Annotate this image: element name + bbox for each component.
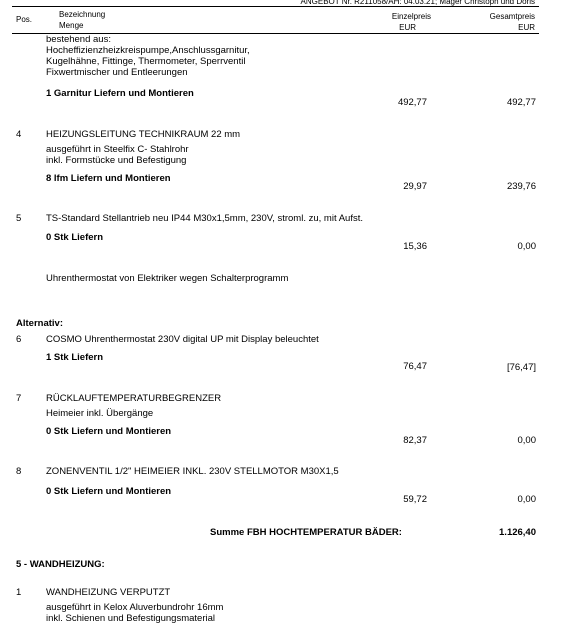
item4-title: HEIZUNGSLEITUNG TECHNIKRAUM 22 mm	[46, 129, 241, 140]
header-gesamtpreis: Gesamtpreis	[489, 12, 535, 21]
header-top-rule	[12, 6, 539, 7]
w1-line: ausgeführt in Kelox Aluverbundrohr 16mm	[46, 602, 224, 613]
item8-pos: 8	[16, 466, 22, 477]
item4-qty: 8 lfm Liefern und Montieren	[46, 173, 171, 184]
w1-pos: 1	[16, 587, 22, 598]
item8-total-price: 0,00	[517, 494, 536, 505]
item6-unit-price: 76,47	[403, 361, 427, 372]
item7-title: RÜCKLAUFTEMPERATURBEGRENZER	[46, 393, 222, 404]
item7-pos: 7	[16, 393, 22, 404]
item6-title: COSMO Uhrenthermostat 230V digital UP mit Display beleuchtet	[46, 334, 319, 345]
item6-total-price: [76,47]	[506, 362, 536, 373]
w1-line: inkl. Schienen und Befestigungsmaterial	[46, 613, 215, 624]
cont-desc	[46, 34, 250, 78]
item4-total-price: 239,76	[506, 181, 536, 192]
item7-desc	[46, 408, 153, 419]
document-reference: ANGEBOT Nr. R211058/AH: 04.03.21; Mager Christoph und Doris	[300, 0, 535, 6]
item8-title: ZONENVENTIL 1/2" HEIMEIER INKL. 230V STELLMOTOR M30X1,5	[46, 466, 339, 477]
item4-pos: 4	[16, 129, 22, 140]
item4-line: ausgeführt in Steelfix C- Stahlrohr	[46, 144, 189, 155]
cont-total-price: 492,77	[506, 97, 536, 108]
item8-qty: 0 Stk Liefern und Montieren	[46, 486, 172, 497]
item4-line: inkl. Formstücke und Befestigung	[46, 155, 187, 166]
cont-line: Hocheffizienzheizkreispumpe,Anschlussgarnitur,	[46, 45, 250, 56]
summe-value: 1.126,40	[499, 527, 536, 538]
cont-line: Fixwertmischer und Entleerungen	[46, 67, 188, 78]
summe-label: Summe FBH HOCHTEMPERATUR BÄDER:	[210, 527, 402, 538]
header-einzelpreis-unit: EUR	[399, 23, 416, 32]
cont-line: Kugelhähne, Fittinge, Thermometer, Sperrventil	[46, 56, 246, 67]
header-pos: Pos.	[16, 15, 33, 24]
cont-line: bestehend aus:	[46, 34, 111, 45]
item7-qty: 0 Stk Liefern und Montieren	[46, 426, 172, 437]
w1-title: WANDHEIZUNG VERPUTZT	[46, 587, 171, 598]
item7-unit-price: 82,37	[403, 435, 427, 446]
item5-total-price: 0,00	[517, 241, 536, 252]
header-menge: Menge	[59, 21, 84, 30]
item4-desc	[46, 144, 189, 166]
header-einzelpreis: Einzelpreis	[391, 12, 431, 21]
header-bezeichnung: Bezeichnung	[59, 10, 106, 19]
cont-qty: 1 Garnitur Liefern und Montieren	[46, 88, 194, 99]
item5-title: TS-Standard Stellantrieb neu IP44 M30x1,5mm, 230V, stroml. zu, mit Aufst.	[46, 213, 363, 224]
item5-unit-price: 15,36	[403, 241, 427, 252]
item6-pos: 6	[16, 334, 22, 345]
item7-line: Heimeier inkl. Übergänge	[46, 408, 154, 419]
item7-total-price: 0,00	[517, 435, 536, 446]
alternativ-heading: Alternativ:	[16, 318, 63, 329]
item5-note: Uhrenthermostat von Elektriker wegen Schalterprogramm	[46, 273, 289, 284]
w1-desc	[46, 602, 223, 624]
item4-unit-price: 29,97	[403, 181, 427, 192]
item5-pos: 5	[16, 213, 22, 224]
item8-unit-price: 59,72	[403, 494, 427, 505]
item5-qty: 0 Stk Liefern	[46, 232, 104, 243]
section5-heading: 5 - WANDHEIZUNG:	[16, 559, 105, 570]
header-gesamtpreis-unit: EUR	[518, 23, 535, 32]
cont-unit-price: 492,77	[397, 97, 427, 108]
item6-qty: 1 Stk Liefern	[46, 352, 104, 363]
